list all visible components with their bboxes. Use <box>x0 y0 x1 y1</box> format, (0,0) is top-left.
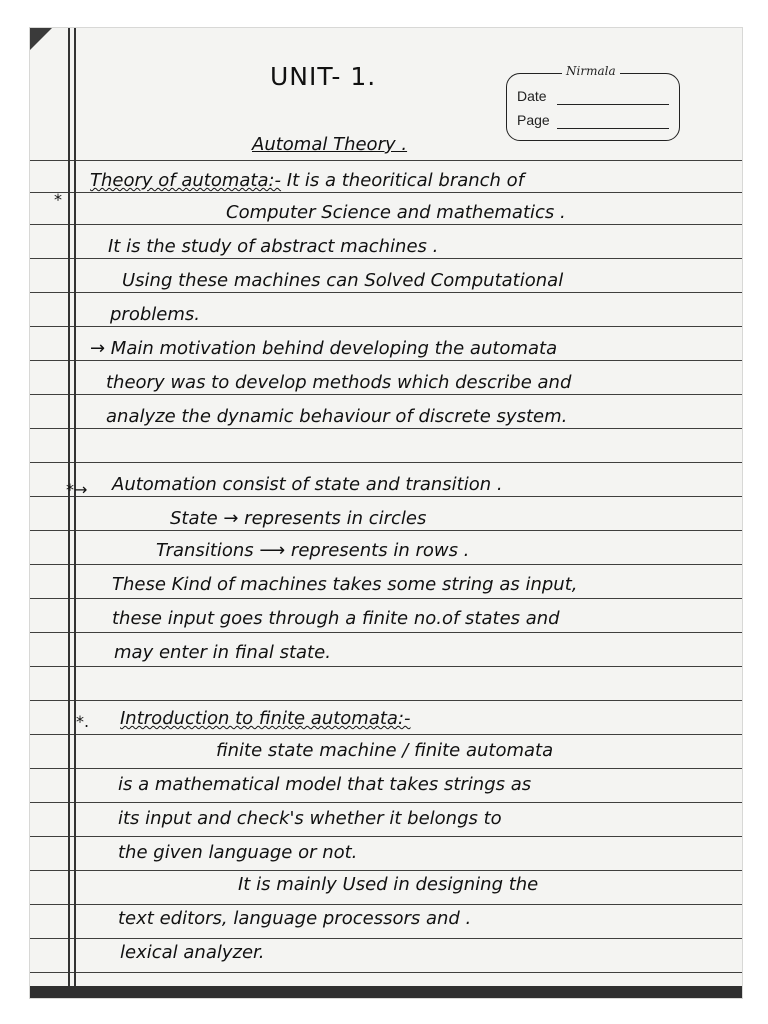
ruled-line <box>30 160 742 161</box>
ruled-line <box>30 632 742 633</box>
bullet-star-arrow: *→ <box>66 480 88 499</box>
ruled-line <box>30 666 742 667</box>
unit-title: UNIT- 1. <box>270 62 377 91</box>
section2-line5: these input goes through a finite no.of states and <box>112 608 560 629</box>
ruled-line <box>30 938 742 939</box>
page-bottom-edge <box>30 986 742 998</box>
bullet-star-dot: *. <box>76 712 90 731</box>
ruled-line <box>30 836 742 837</box>
date-label: Date <box>517 88 547 104</box>
section1-line1 <box>90 170 524 191</box>
ruled-line <box>30 462 742 463</box>
section1-line1-rest: It is a theoritical branch of <box>281 170 525 191</box>
ruled-line <box>30 530 742 531</box>
section1-line2: Computer Science and mathematics . <box>226 202 566 223</box>
section3-line5: the given language or not. <box>118 842 358 863</box>
section1-line3: It is the study of abstract machines . <box>108 236 439 257</box>
page-heading: Automal Theory . <box>252 134 408 155</box>
section3-line4: its input and check's whether it belongs to <box>118 808 502 829</box>
ruled-line <box>30 598 742 599</box>
date-page-box <box>506 64 680 141</box>
notebook-page <box>30 28 742 998</box>
section3-line8: lexical analyzer. <box>120 942 265 963</box>
section1-line7: theory was to develop methods which describe and <box>106 372 572 393</box>
ruled-line <box>30 292 742 293</box>
section3-title: Introduction to finite automata:- <box>120 708 411 729</box>
section3-line3: is a mathematical model that takes strings as <box>118 774 532 795</box>
ruled-line <box>30 496 742 497</box>
section2-line3: Transitions ⟶ represents in rows . <box>156 540 470 561</box>
section1-line5: problems. <box>110 304 200 325</box>
ruled-line <box>30 768 742 769</box>
section1-line8: analyze the dynamic behaviour of discrete system. <box>106 406 568 427</box>
section1-line6: → Main motivation behind developing the automata <box>90 338 558 359</box>
ruled-line <box>30 870 742 871</box>
bullet-star: * <box>54 190 62 209</box>
ruled-line <box>30 972 742 973</box>
page-line <box>557 128 669 129</box>
section3-line7: text editors, language processors and . <box>118 908 472 929</box>
page-corner-shadow <box>30 28 52 50</box>
date-line <box>557 104 669 105</box>
ruled-line <box>30 394 742 395</box>
section1-line4: Using these machines can Solved Computational <box>122 270 564 291</box>
ruled-line <box>30 258 742 259</box>
section3-line6: It is mainly Used in designing the <box>238 874 539 895</box>
ruled-line <box>30 360 742 361</box>
ruled-line <box>30 734 742 735</box>
ruled-line <box>30 326 742 327</box>
section1-title: Theory of automata:- <box>90 170 282 191</box>
ruled-line <box>30 564 742 565</box>
margin-line <box>68 28 70 998</box>
ruled-line <box>30 904 742 905</box>
section2-line4: These Kind of machines takes some string as input, <box>112 574 578 595</box>
section2-line6: may enter in final state. <box>114 642 331 663</box>
margin-line <box>74 28 76 998</box>
brand-label: Nirmala <box>562 64 620 78</box>
section2-line2: State → represents in circles <box>170 508 427 529</box>
page-label: Page <box>517 112 550 128</box>
ruled-line <box>30 428 742 429</box>
ruled-line <box>30 192 742 193</box>
section2-line1: Automation consist of state and transition . <box>112 474 503 495</box>
ruled-line <box>30 700 742 701</box>
ruled-line <box>30 802 742 803</box>
ruled-line <box>30 224 742 225</box>
section3-line2: finite state machine / finite automata <box>216 740 554 761</box>
